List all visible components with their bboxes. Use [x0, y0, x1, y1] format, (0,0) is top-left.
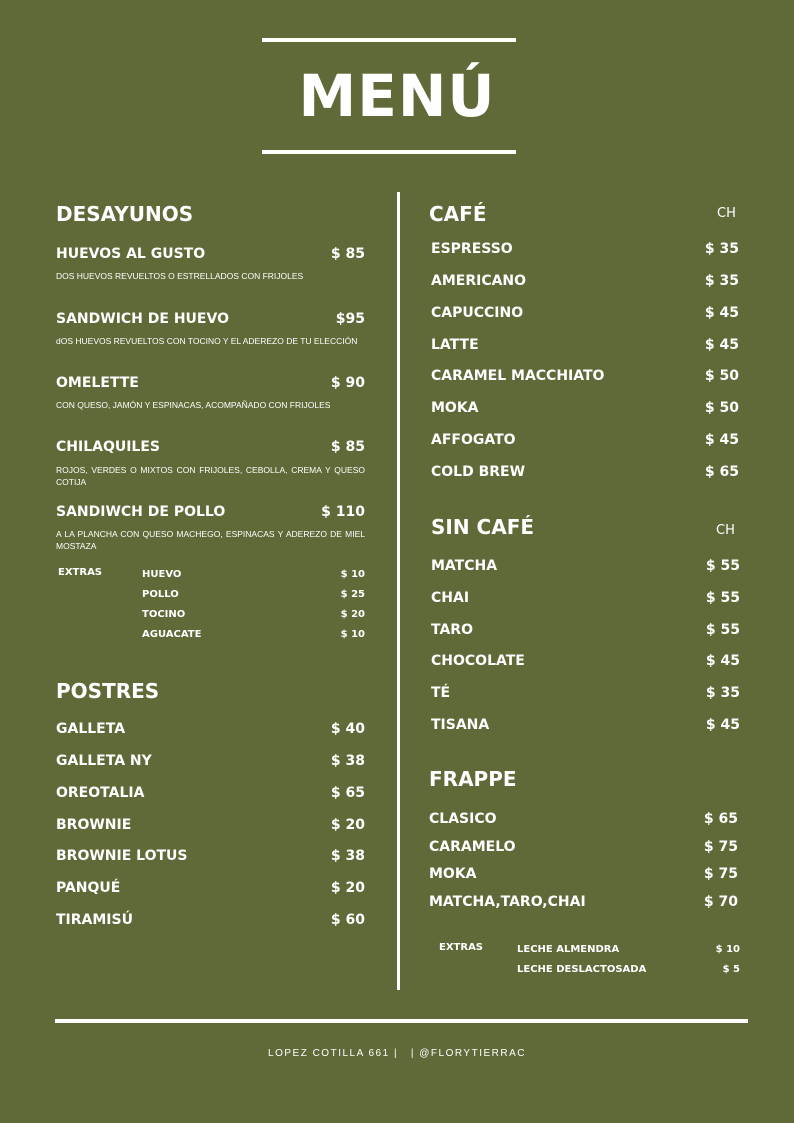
menu-item — [431, 653, 740, 671]
item-name: BROWNIE LOTUS — [56, 848, 188, 864]
item-name: CAPUCCINO — [431, 305, 524, 321]
extras-label-text: EXTRAS — [58, 567, 103, 578]
item-price: $ 55 — [705, 558, 740, 574]
footer-rule — [55, 1019, 748, 1023]
menu-item — [431, 241, 739, 259]
item-name: TIRAMISÚ — [56, 912, 133, 928]
menu-item — [431, 685, 740, 703]
item-price: $ 35 — [704, 273, 739, 289]
title-bottom-rule — [262, 150, 516, 154]
menu-item — [431, 558, 740, 576]
extra-price: $ 10 — [715, 944, 740, 955]
item-price: $ 55 — [705, 590, 740, 606]
item-name: CHAI — [431, 590, 470, 606]
item-name: PANQUÉ — [56, 880, 121, 896]
menu-item — [431, 273, 739, 291]
item-name: GALLETA NY — [56, 753, 152, 769]
menu-item — [56, 753, 365, 771]
item-price: $ 35 — [704, 241, 739, 257]
extra-item — [142, 629, 365, 642]
item-price: $95 — [335, 311, 365, 327]
menu-item — [429, 811, 738, 829]
extra-price: $ 10 — [340, 629, 365, 640]
item-name: OREOTALIA — [56, 785, 145, 801]
extra-name: AGUACATE — [142, 629, 202, 640]
footer-social: | @FLORYTIERRAC — [410, 1048, 526, 1059]
item-name: AMERICANO — [431, 273, 527, 289]
menu-item — [431, 337, 739, 355]
item-name: CARAMEL MACCHIATO — [431, 368, 605, 384]
extras-label — [439, 942, 483, 953]
item-price: $ 85 — [330, 246, 365, 262]
item-price: $ 85 — [330, 439, 365, 455]
item-description: ROJOS, VERDES O MIXTOS CON FRIJOLES, CEBOLLA, CREMA Y QUESO COTIJA — [56, 465, 365, 487]
item-price: $ 55 — [705, 622, 740, 638]
extra-item — [142, 609, 365, 622]
column-divider — [397, 192, 400, 990]
item-description: dOS HUEVOS REVUELTOS CON TOCINO Y EL ADEREZO DE TU ELECCIÓN — [56, 336, 358, 346]
menu-item — [431, 717, 740, 735]
item-name: TÉ — [431, 685, 451, 701]
extra-item — [517, 964, 740, 977]
footer-address: LOPEZ COTILLA 661 | — [268, 1048, 399, 1059]
extra-item — [517, 944, 740, 957]
menu-item — [56, 785, 365, 803]
menu-item — [431, 400, 739, 418]
item-name: GALLETA — [56, 721, 126, 737]
item-price: $ 70 — [703, 894, 738, 910]
item-name: MOKA — [431, 400, 479, 416]
menu-item — [56, 912, 365, 930]
item-name: MATCHA,TARO,CHAI — [429, 894, 586, 910]
item-name: CHOCOLATE — [431, 653, 525, 669]
extra-name: HUEVO — [142, 569, 182, 580]
extra-price: $ 5 — [722, 964, 740, 975]
menu-item — [431, 305, 739, 323]
size-label: CH — [717, 206, 736, 221]
extra-item — [142, 569, 365, 582]
item-price: $ 45 — [705, 653, 740, 669]
menu-item — [56, 311, 365, 329]
menu-item — [431, 432, 739, 450]
item-price: $ 45 — [704, 305, 739, 321]
extra-name: LECHE DESLACTOSADA — [517, 964, 647, 975]
item-price: $ 40 — [330, 721, 365, 737]
section-heading-cafe: CAFÉ — [429, 202, 487, 226]
item-name: TISANA — [431, 717, 490, 733]
menu-item — [56, 504, 365, 522]
item-name: CLASICO — [429, 811, 497, 827]
item-name: MOKA — [429, 866, 477, 882]
item-name: MATCHA — [431, 558, 498, 574]
menu-item — [56, 848, 365, 866]
menu-item — [429, 866, 738, 884]
item-price: $ 38 — [330, 753, 365, 769]
section-heading-frappe: FRAPPE — [429, 767, 517, 791]
item-price: $ 65 — [704, 464, 739, 480]
size-label: CH — [716, 523, 735, 538]
item-name: BROWNIE — [56, 817, 132, 833]
extras-label — [58, 567, 102, 578]
section-heading-sin-cafe: SIN CAFÉ — [431, 515, 535, 539]
extra-item — [142, 589, 365, 602]
menu-item — [431, 590, 740, 608]
item-name: AFFOGATO — [431, 432, 516, 448]
item-name: HUEVOS AL GUSTO — [56, 246, 206, 262]
menu-item — [429, 839, 738, 857]
item-price: $ 45 — [705, 717, 740, 733]
item-price: $ 35 — [705, 685, 740, 701]
item-name: COLD BREW — [431, 464, 526, 480]
item-price: $ 65 — [330, 785, 365, 801]
item-price: $ 75 — [703, 839, 738, 855]
extra-name: LECHE ALMENDRA — [517, 944, 620, 955]
menu-item — [56, 817, 365, 835]
item-price: $ 50 — [704, 400, 739, 416]
menu-item — [431, 622, 740, 640]
footer — [0, 1048, 794, 1059]
item-price: $ 20 — [330, 880, 365, 896]
item-price: $ 110 — [321, 504, 365, 520]
extra-price: $ 10 — [340, 569, 365, 580]
extra-price: $ 25 — [340, 589, 365, 600]
item-name: CARAMELO — [429, 839, 516, 855]
item-description: DOS HUEVOS REVUELTOS O ESTRELLADOS CON FRIJOLES — [56, 271, 304, 281]
page-title: MENÚ — [298, 62, 496, 130]
extra-price: $ 20 — [340, 609, 365, 620]
menu-item — [56, 721, 365, 739]
item-name: ESPRESSO — [431, 241, 513, 257]
item-description: A LA PLANCHA CON QUESO MACHEGO, ESPINACAS Y ADEREZO DE MIEL MOSTAZA — [56, 529, 365, 551]
item-price: $ 20 — [330, 817, 365, 833]
menu-item — [56, 375, 365, 393]
item-price: $ 75 — [703, 866, 738, 882]
item-price: $ 50 — [704, 368, 739, 384]
item-price: $ 65 — [703, 811, 738, 827]
menu-item — [431, 368, 739, 386]
item-description: CON QUESO, JAMÓN Y ESPINACAS, ACOMPAÑADO CON FRIJOLES — [56, 400, 331, 410]
title-top-rule — [262, 38, 516, 42]
menu-item — [429, 894, 738, 912]
item-price: $ 60 — [330, 912, 365, 928]
menu-item — [431, 464, 739, 482]
item-name: OMELETTE — [56, 375, 139, 391]
item-name: SANDIWCH DE POLLO — [56, 504, 226, 520]
menu-item — [56, 439, 365, 457]
item-price: $ 45 — [704, 432, 739, 448]
extra-name: POLLO — [142, 589, 179, 600]
item-price: $ 90 — [330, 375, 365, 391]
item-name: TARO — [431, 622, 473, 638]
item-price: $ 45 — [704, 337, 739, 353]
item-name: CHILAQUILES — [56, 439, 161, 455]
menu-item — [56, 246, 365, 264]
section-heading-postres: POSTRES — [56, 679, 160, 703]
item-name: LATTE — [431, 337, 479, 353]
item-price: $ 38 — [330, 848, 365, 864]
section-heading-desayunos: DESAYUNOS — [56, 202, 194, 226]
extra-name: TOCINO — [142, 609, 186, 620]
extras-label-text: EXTRAS — [439, 942, 484, 953]
item-name: SANDWICH DE HUEVO — [56, 311, 229, 327]
menu-item — [56, 880, 365, 898]
